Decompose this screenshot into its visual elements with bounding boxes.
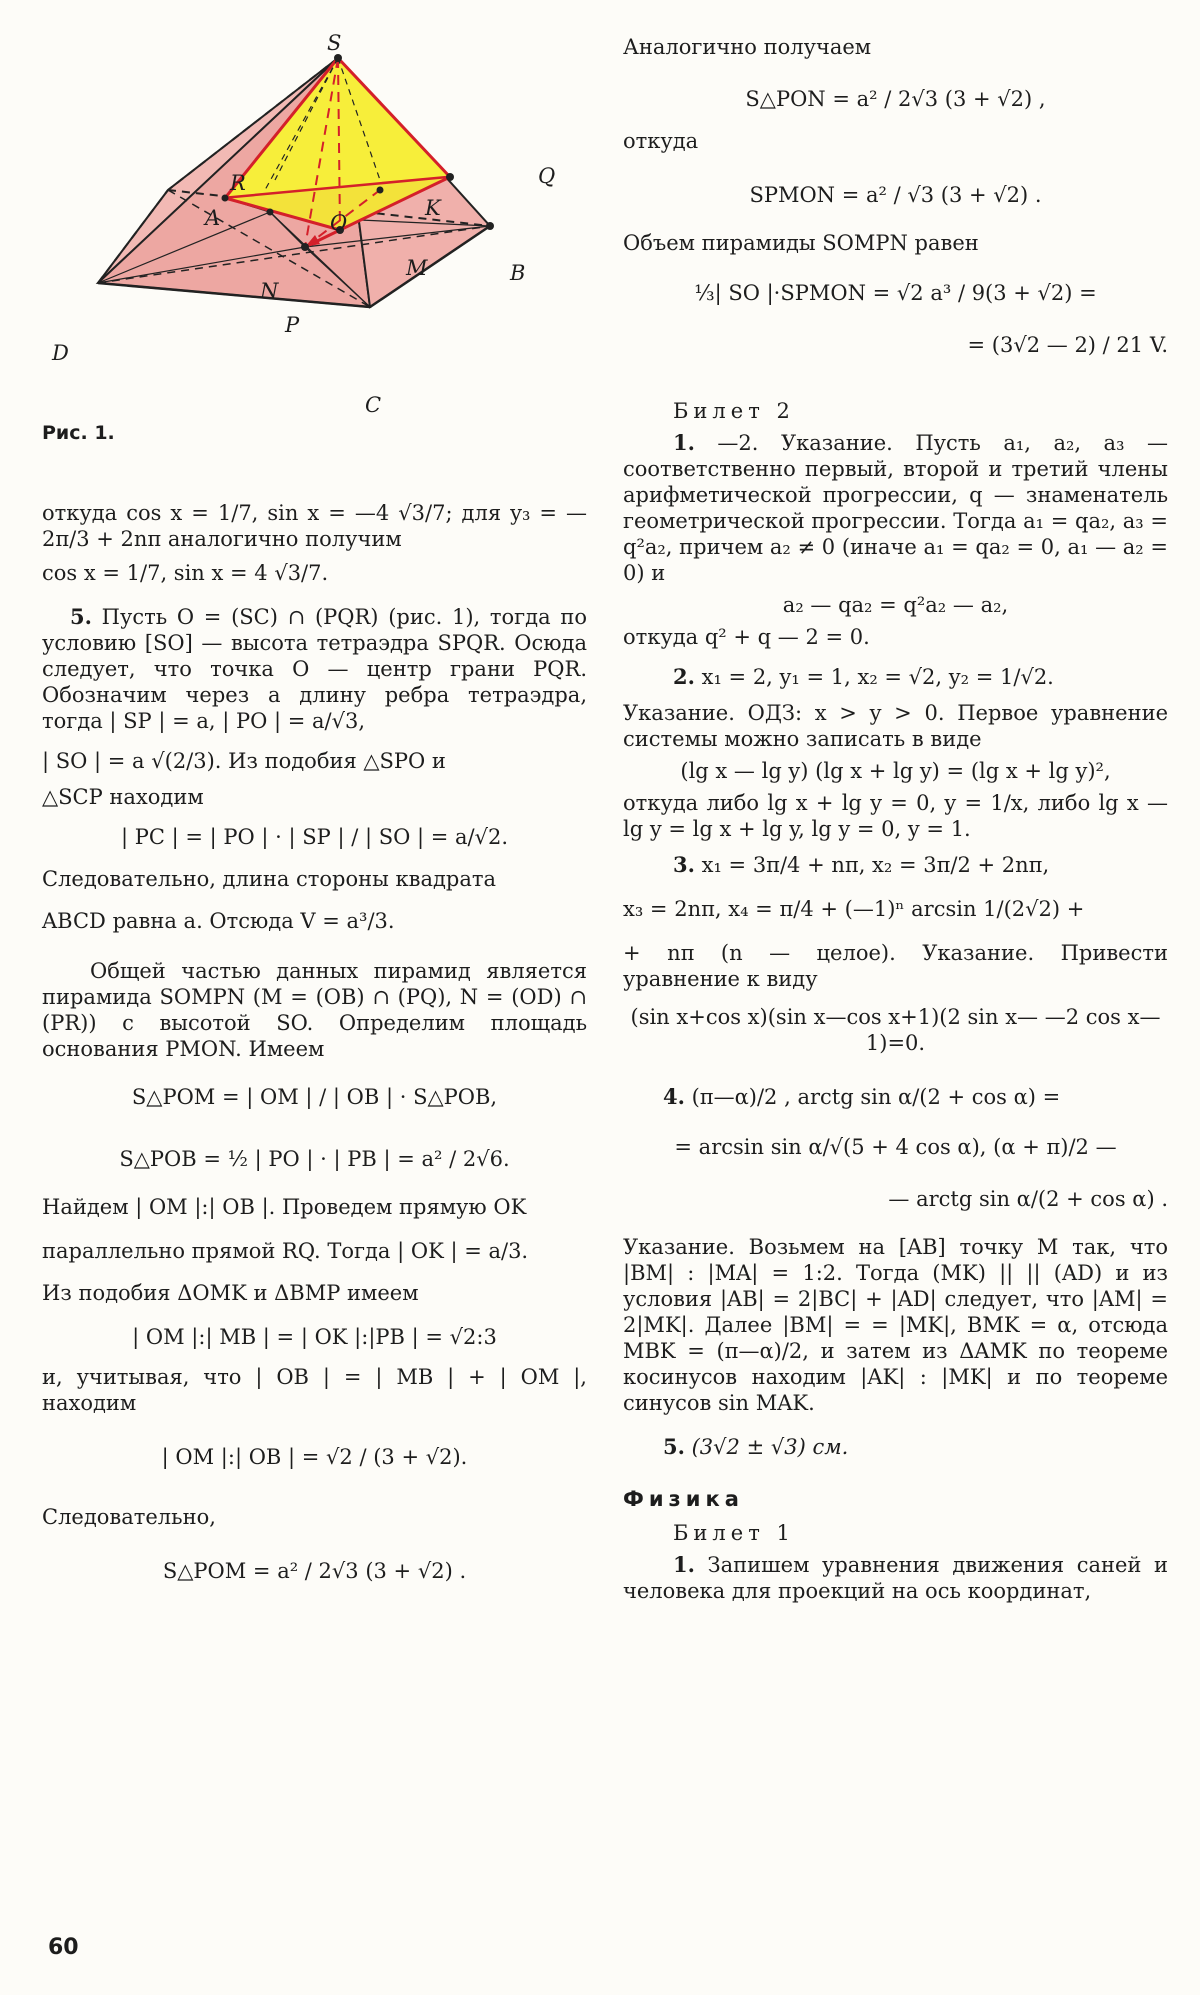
label-N: N [260, 279, 279, 303]
equation: | OM |:| MB | = | OK |:|PB | = √2:3 [132, 1325, 497, 1349]
paragraph: Указание. Возьмем на [AB] точку M так, что |BM| : |MA| = 1:2. Тогда (MK) || || (AD) и из условия |AB| = 2|BC| + |AD| следует, что |AM| = 2|MK|. Далее |BM| = = |MK|, BMK = α, отсюда MBK = (π—α)/2, и затем из ΔAMK по теореме косинусов находим |AK| : |MK| и по теореме синусов sin MAK. [623, 1235, 1168, 1415]
figure-pyramid [40, 30, 580, 420]
paragraph: Запишем уравнения движения саней и человека для проекций на ось координат, [623, 1553, 1168, 1603]
problem-number: 1. [673, 1552, 695, 1577]
page-number: 60 [48, 1935, 79, 1960]
text-line: (3√2 ± √3) см. [684, 1435, 849, 1459]
problem-number: 1. [673, 430, 695, 455]
text-line: x₁ = 2, y₁ = 1, x₂ = √2, y₂ = 1/√2. [694, 665, 1054, 689]
text-line: параллельно прямой RQ. Тогда | OK | = a/3. [42, 1239, 529, 1263]
text-line: Объем пирамиды SOMPN равен [623, 231, 979, 255]
label-D: D [52, 341, 69, 365]
equation: = arcsin sin α/√(5 + 4 cos α), (α + π)/2 — [674, 1135, 1117, 1159]
label-K: K [425, 196, 441, 220]
text-line: cos x = 1/7, sin x = 4 √3/7. [42, 561, 329, 585]
equation: S△POM = | OM | / | OB | · S△POB, [131, 1085, 498, 1109]
equation: S△POM = a² / 2√3 (3 + √2) . [162, 1559, 467, 1583]
paragraph: Указание. ОДЗ: x > y > 0. Первое уравнение системы можно записать в виде [623, 701, 1168, 751]
equation: | PC | = | PO | · | SP | / | SO | = a/√2. [120, 825, 509, 849]
equation: (sin x+cos x)(sin x—cos x+1)(2 sin x— —2 cos x—1)=0. [630, 1005, 1161, 1055]
text-line: x₁ = 3π/4 + nπ, x₂ = 3π/2 + 2nπ, [694, 853, 1050, 877]
figure-caption: Рис. 1. [42, 422, 115, 444]
text-line: откуда cos x = 1/7, sin x = —4 √3/7; для y₃ = —2π/3 + 2nπ аналогично получим [42, 501, 587, 551]
text-line: Найдем | OM |:| OB |. Проведем прямую OK [42, 1195, 527, 1219]
equation: | OM |:| OB | = √2 / (3 + √2). [161, 1445, 468, 1469]
label-Q: Q [538, 164, 556, 188]
paragraph: откуда либо lg x + lg y = 0, y = 1/x, либо lg x — lg y = lg x + lg y, lg y = 0, y = 1. [623, 791, 1168, 841]
text-line: откуда q² + q — 2 = 0. [623, 625, 870, 649]
label-R: R [230, 171, 246, 195]
equation: — arctg sin α/(2 + cos α) . [888, 1187, 1168, 1211]
problem-number: 3. [673, 852, 695, 877]
equation: (lg x — lg y) (lg x + lg y) = (lg x + lg y)², [680, 759, 1111, 783]
equation: ⅓| SO |·SPMON = √2 a³ / 9(3 + √2) = [694, 281, 1097, 305]
problem-number: 5. [663, 1434, 685, 1459]
equation: S△POB = ½ | PO | · | PB | = a² / 2√6. [119, 1147, 510, 1171]
label-S: S [327, 31, 342, 55]
section-heading: Физика [623, 1487, 744, 1511]
problem-number: 5. [70, 604, 92, 629]
label-B: B [510, 261, 526, 285]
paragraph: Общей частью данных пирамид является пирамида SOMPN (M = (OB) ∩ (PQ), N = (OD) ∩ (PR)) с высотой SO. Определим площадь основания PMON. Имеем [42, 959, 587, 1061]
label-C: C [365, 393, 382, 417]
text-line: откуда [623, 129, 699, 153]
text-line: Следовательно, [42, 1505, 216, 1529]
paragraph: —2. Указание. Пусть a₁, a₂, a₃ — соответственно первый, второй и третий члены арифметической прогрессии, q — знаменатель геометрической прогрессии. Тогда a₁ = qa₂, a₃ = q²a₂, причем a₂ ≠ 0 (иначе a₁ = qa₂ = 0, a₁ — a₂ = 0) и [623, 431, 1168, 585]
equation: = (3√2 — 2) / 21 V. [967, 333, 1168, 357]
ticket-heading: Билет 1 [673, 1521, 795, 1545]
label-O: O [330, 211, 348, 235]
problem-number: 4. [663, 1084, 685, 1109]
problem-number: 2. [673, 664, 695, 689]
label-A: A [205, 206, 221, 230]
label-P: P [285, 313, 300, 337]
equation: a₂ — qa₂ = q²a₂ — a₂, [782, 593, 1009, 617]
text-line: Следовательно, длина стороны квадрата [42, 867, 497, 891]
left-column [42, 500, 587, 1590]
label-M: M [406, 256, 428, 280]
ticket-heading: Билет 2 [673, 399, 795, 423]
equation: SPMON = a² / √3 (3 + √2) . [749, 183, 1042, 207]
text-line: Из подобия ΔOMK и ΔBMP имеем [42, 1281, 419, 1305]
right-column [623, 34, 1168, 1610]
text-line: ABCD равна a. Отсюда V = a³/3. [42, 909, 395, 933]
text-line: и, учитывая, что | OB | = | MB | + | OM |, находим [42, 1365, 587, 1415]
paragraph: Пусть O = (SC) ∩ (PQR) (рис. 1), тогда по условию [SO] — высота тетраэдра SPQR. Осюда следует, что точка O — центр грани PQR. Обозначим через a длину ребра тетраэдра, тогда | SP | = a, | PO | = a/√3, [42, 605, 587, 733]
text-line: △SCP находим [42, 785, 204, 809]
text-line: Аналогично получаем [623, 35, 872, 59]
paragraph: + nπ (n — целое). Указание. Привести уравнение к виду [623, 941, 1168, 991]
equation: S△PON = a² / 2√3 (3 + √2) , [745, 87, 1046, 111]
text-line: (π—α)/2 , arctg sin α/(2 + cos α) = [684, 1085, 1061, 1109]
text-line: x₃ = 2nπ, x₄ = π/4 + (—1)ⁿ arcsin 1/(2√2) + [623, 897, 1085, 921]
text-line: | SO | = a √(2/3). Из подобия △SPO и [42, 749, 446, 773]
